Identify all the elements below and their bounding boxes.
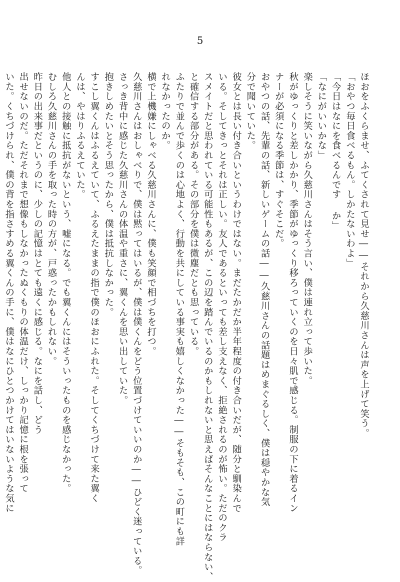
body-text xyxy=(2,72,370,582)
text-line: さっき背中に感じた久慈川さんの体温や重さに、翼くんを思い出していた。 xyxy=(116,72,128,406)
text-line: 横で上機嫌にしゃべる久慈川さんに、僕も笑顔で相づちを打つ。 xyxy=(144,72,156,357)
text-line: 「今日はなにを食べるんです か」 xyxy=(329,72,341,231)
text-line: むしろ久慈川さんの手を取った時の方が、戸惑ったかもしれない。 xyxy=(45,72,57,366)
text-line: 楽しそうに笑いながら久慈川さんはそう言い、僕は連れ立って歩いた。 xyxy=(301,72,313,386)
text-line: れなかったのか。 xyxy=(159,72,171,151)
text-line: 秋がゆっくりと差しかかり、季節がゆっくり移ろっていくのを日々肌で感じる。制服の下に着るイン xyxy=(286,72,298,513)
text-line: 昨日の出来事だというのに、少しの記憶はとても遠くに感じる。なにを話し、どう xyxy=(31,72,43,435)
text-line: おやつの話、先輩の話、新しいゲームの話――久慈川さんの話題はめまぐるしく、僕は穏やかな気 xyxy=(258,72,270,507)
text-line: ナーが必須になる季節は、すぐそこだ。 xyxy=(272,72,284,249)
text-line: ふたりで並んで歩くのは心地よく、行動を共にしている事実も嬉しくなかった――そもそも、この町にも詳 xyxy=(173,72,185,546)
text-line: 久慈川さんはおしゃべりで、僕は黙ってはいるが、僕は僕くんをどう位置づけていいのか――ひどく迷っている。 xyxy=(130,72,142,576)
text-line: んは、やはりふるえていた。 xyxy=(73,72,85,200)
text-line: ほおをふくらませ、ふてくされて見せ――それから久慈川さんは声を上げて笑う。 xyxy=(358,72,369,439)
text-line: スメイトだと思われている可能性もあるが、この辺を踏んでいるのかもしれないと思えばそんなことにはならない、 xyxy=(201,72,213,582)
text-line: いた。くちづけられ、僕の背を指さすめる翼くんの手に、僕はなにひとつかけてはいないような気に xyxy=(2,72,14,513)
page-number: 5 xyxy=(196,36,204,47)
text-line: 分で聞いていた。 xyxy=(244,72,256,151)
text-line: 彼女とは長い付き合いというわけではない。まだたかだか半年程度の付き合いだが、随分と馴染んで xyxy=(230,72,242,513)
text-line: 抱きしめたいとそう思ったから、僕は抵抗しなかった。 xyxy=(102,72,114,317)
text-line: と確信する部分がある。その部分を僕は微塵だとも思っている。 xyxy=(187,72,199,357)
text-line: 「おやつ毎日食べるもん。しかたないわよ」 xyxy=(343,72,355,268)
text-line: 出せないのだ。ただそれまで想像もしなかったぬくもりの体温だけ、しっかり記憶に根を張って xyxy=(17,72,29,494)
text-line: 他人との接触に抵抗がないという、嘘になる。でも翼くんにはそういったものを感じなかった。 xyxy=(59,72,71,494)
text-line: いる。そしてきっとそれは正しい。友人であるといっても差し支えなく、拒絶されるのが怖い。ただのクラ xyxy=(215,72,227,543)
text-line: すこし翼くんはふるえていて、ふるえたままの指で僕のほおにふれた。そしてくちづけて来た翼く xyxy=(88,72,100,504)
text-line: 「なにがいいかな」 xyxy=(315,72,327,161)
